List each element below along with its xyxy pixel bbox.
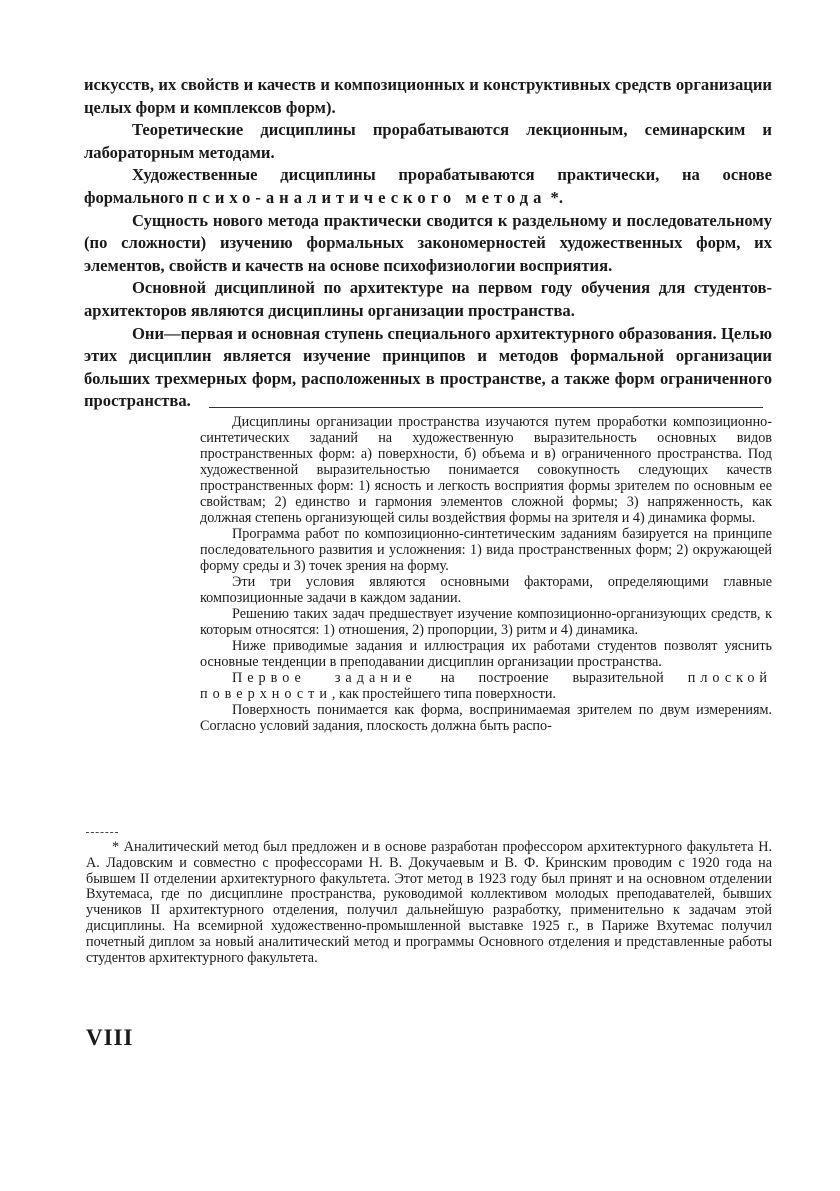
method-name-spaced: психо-аналитического метода: [187, 187, 547, 207]
footnote-separator: [86, 832, 118, 833]
inset-paragraph-5: Ниже приводимые задания и иллюстрация их работами студентов позволят уяснить основные тенденции в преподавании дисциплин организации пространства.: [200, 638, 772, 670]
inset-paragraph-4: Решению таких задач предшествует изучение композиционно-организующих средств, к которым относятся: 1) отношения, 2) пропорции, 3) ритм и 4) динамика.: [200, 606, 772, 638]
main-paragraph-3: [84, 164, 772, 209]
footnote-text: * Аналитический метод был предложен и в основе разработан профессором архитектурного факультета Н. А. Ладовским и совместно с профессорами Н. В. Докучаевым и В. Ф. Кринским проводим с 1920 года на бывшем II отделении архитектурного факультета. Этот метод в 1923 году был принят и на основном отделении Вхутемаса, где по дисциплине пространства, руководимой коллективом молодых преподавателей, бывших учеников II архитектурного отделения, получил дальнейшую разработку, применительно к задачам этой дисциплины. На всемирной художественно-промышленной выставке 1925 г., в Париже Вхутемас получил почетный диплом за новый аналитический метод и программы Основного отделения и представленные работы студентов архитектурного факультета.: [86, 839, 772, 966]
first-task-tail: , как простейшего типа поверхности.: [331, 686, 556, 702]
main-paragraph-4: Сущность нового метода практически сводится к раздельному и последовательному (по сложности) изучению формальных закономерностей художественных форм, их элементов, свойств и качеств на основе психофизиологии восприятия.: [84, 210, 772, 275]
main-paragraph-2: Теоретические дисциплины прорабатываются лекционным, семинарским и лабораторным методами.: [84, 120, 772, 162]
inset-paragraph-7: Поверхность понимается как форма, воспринимаемая зрителем по двум измерениям. Согласно условий задания, плоскость должна быть распо-: [200, 702, 772, 734]
inset-paragraph-6: [200, 670, 772, 702]
inset-text-block: [200, 414, 772, 734]
main-paragraph-1: искусств, их свойств и качеств и композиционных и конструктивных средств организации целых форм и комплексов форм).: [84, 75, 772, 117]
main-text-block: [84, 74, 772, 413]
main-paragraph-5: Основной дисциплиной по архитектуре на первом году обучения для студентов-архитекторов являются дисциплины организации пространства.: [84, 278, 772, 320]
main-paragraph-6: Они—первая и основная ступень специального архитектурного образования. Целью этих дисциплин является изучение принципов и методов формальной организации больших трехмерных форм, расположенных в пространстве, а также форм ограниченного пространства.: [84, 323, 772, 411]
flat-surface-spaced: плоской поверхности: [200, 670, 773, 702]
section-divider: [209, 407, 763, 408]
inset-paragraph-1: Дисциплины организации пространства изучаются путем проработки композиционно-синтетических заданий на художественную выразительность основных видов пространственных форм: а) поверхности, б) объема и в) ограниченного пространства. Под художественной выразительностью понимается совокупность следующих качеств пространственных форм: 1) ясность и легкость восприятия формы зрителем по основным ее свойствам; 2) единство и гармония элементов сложной формы; 3) напряженность, как должная степень организующей силы воздействия формы на зрителя и 4) динамика формы.: [200, 414, 772, 526]
inset-paragraph-2: Программа работ по композиционно-синтетическим заданиям базируется на принципе последовательного развития и усложнения: 1) вида пространственных форм; 2) окружающей форму среды и 3) точек зрения на форму.: [200, 526, 772, 574]
page-number: VIII: [86, 1025, 134, 1050]
main-paragraph-3-lead: Художественные дисциплины прорабатываются практически, на основе формального: [84, 165, 772, 207]
first-task-text: на построение выразительной: [416, 670, 688, 686]
footnote-block: [86, 840, 772, 966]
footnote-marker: *.: [546, 187, 563, 207]
inset-paragraph-3: Эти три условия являются основными факторами, определяющими главные композиционные задачи в каждом задании.: [200, 574, 772, 606]
first-task-spaced: Первое задание: [232, 670, 417, 686]
